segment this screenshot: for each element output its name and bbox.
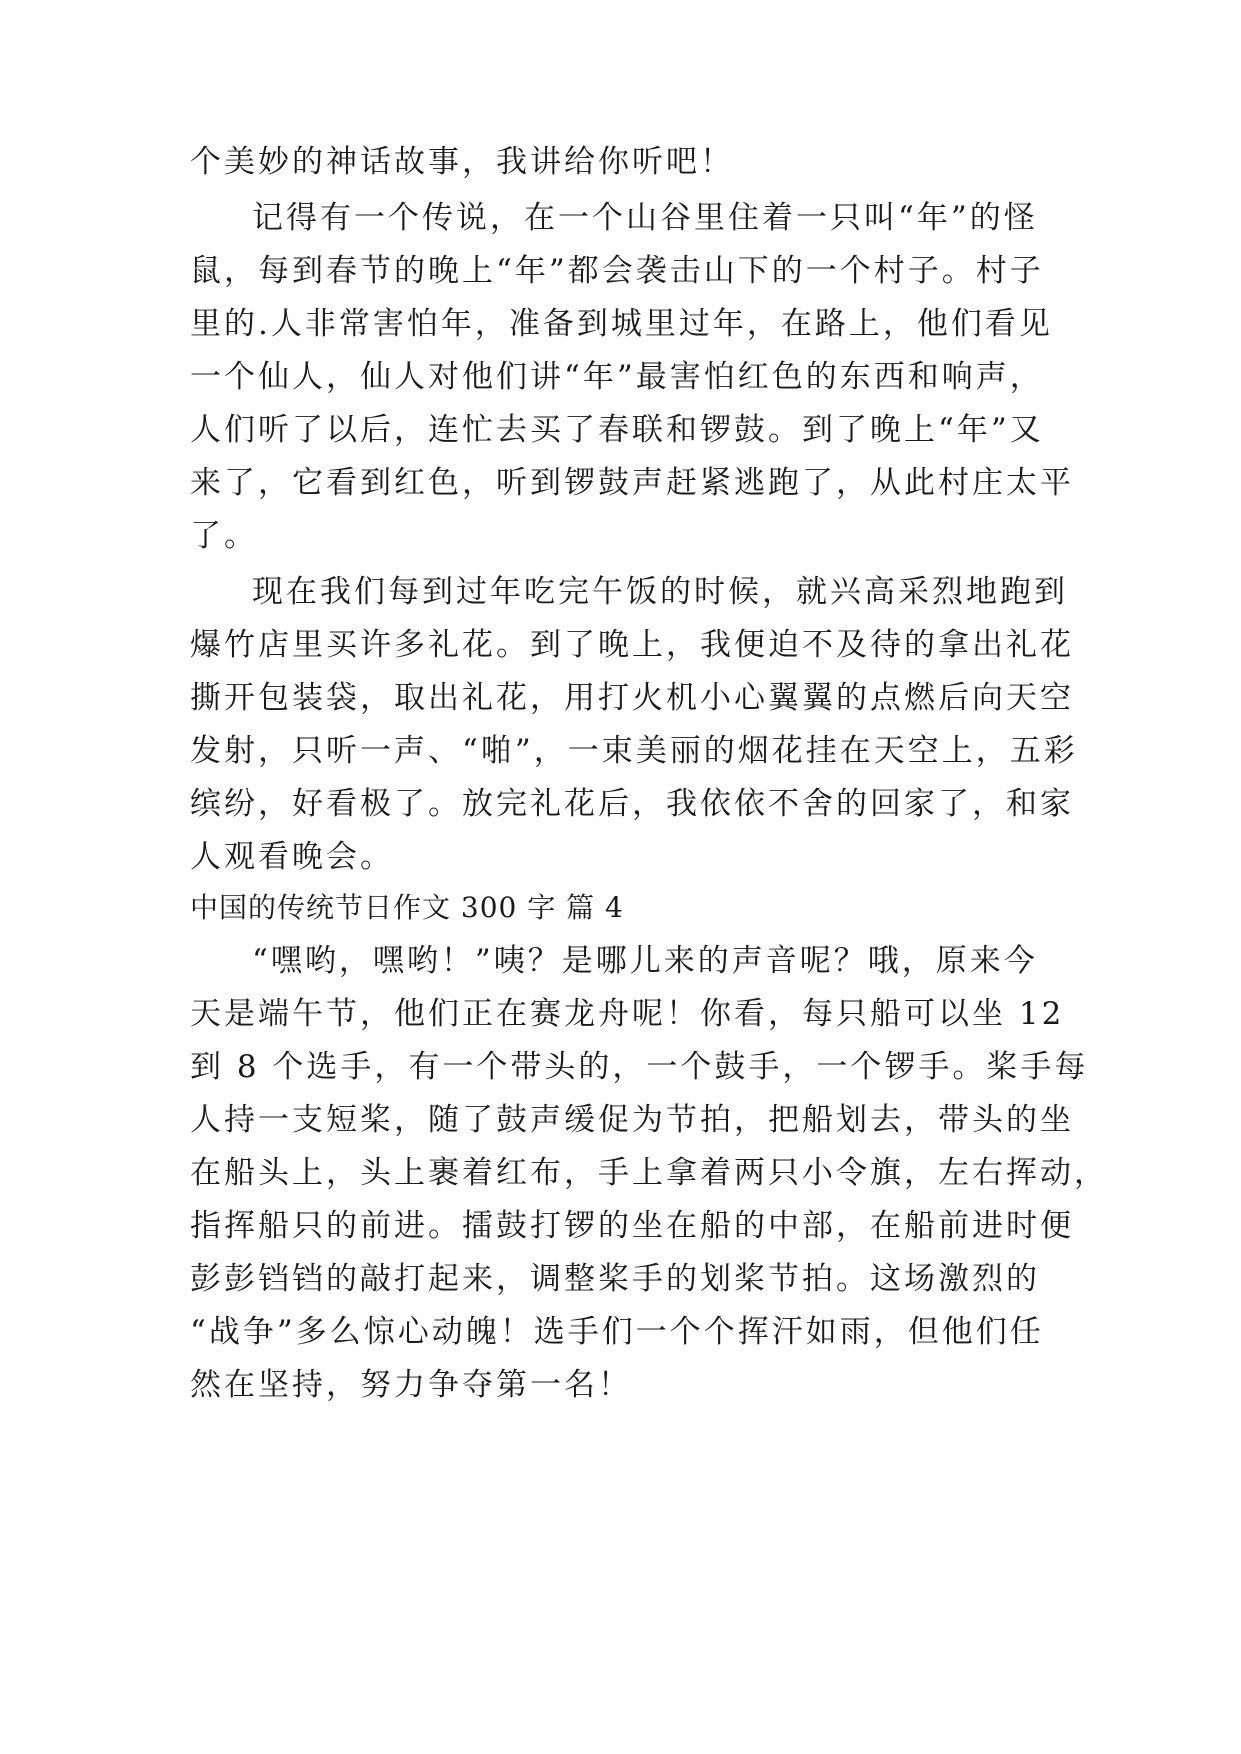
paragraph-line: 彭彭铛铛的敲打起来，调整桨手的划桨节拍。这场激烈的 (190, 1261, 1040, 1297)
paragraph-line: 在船头上，头上裹着红布，手上拿着两只小令旗，左右挥动， (190, 1155, 1108, 1191)
paragraph-line: 到 8 个选手，有一个带头的，一个鼓手，一个锣手。桨手每 (190, 1049, 1089, 1085)
paragraph-line: 然在坚持，努力争夺第一名！ (190, 1367, 632, 1403)
paragraph-line: 人观看晚会。 (190, 839, 394, 875)
paragraph-line: 个美妙的神话故事，我讲给你听吧！ (190, 144, 734, 180)
paragraph-line: 人持一支短桨，随了鼓声缓促为节拍，把船划去，带头的坐 (190, 1102, 1074, 1138)
section-heading: 中国的传统节日作文 300 字 篇 4 (190, 891, 624, 924)
paragraph-line: 记得有一个传说，在一个山谷里住着一只叫“年”的怪 (252, 200, 1038, 236)
paragraph-line: “战争”多么惊心动魄！选手们一个个挥汗如雨，但他们任 (190, 1314, 1044, 1350)
paragraph-line: 现在我们每到过年吃完午饭的时候，就兴高采烈地跑到 (252, 574, 1068, 610)
paragraph-line: 爆竹店里买许多礼花。到了晚上，我便迫不及待的拿出礼花 (190, 627, 1074, 663)
paragraph-line: 人们听了以后，连忙去买了春联和锣鼓。到了晚上“年”又 (190, 412, 1044, 448)
paragraph-line: 指挥船只的前进。擂鼓打锣的坐在船的中部，在船前进时便 (190, 1208, 1074, 1244)
paragraph-line: 发射，只听一声、“啪”，一束美丽的烟花挂在天空上，五彩 (190, 733, 1078, 769)
paragraph-line: 缤纷，好看极了。放完礼花后，我依依不舍的回家了，和家 (190, 786, 1074, 822)
paragraph-line: “嘿哟，嘿哟！”咦？是哪儿来的声音呢？哦，原来今 (252, 943, 1038, 979)
paragraph-line: 了。 (190, 518, 258, 554)
paragraph-line: 撕开包装袋，取出礼花，用打火机小心翼翼的点燃后向天空 (190, 680, 1074, 716)
paragraph-line: 鼠，每到春节的晚上“年”都会袭击山下的一个村子。村子 (190, 253, 1044, 289)
paragraph-line: 一个仙人，仙人对他们讲“年”最害怕红色的东西和响声， (190, 359, 1044, 395)
paragraph-line: 里的.人非常害怕年，准备到城里过年，在路上，他们看见 (190, 306, 1053, 342)
paragraph-line: 天是端午节，他们正在赛龙舟呢！你看，每只船可以坐 12 (190, 996, 1065, 1032)
paragraph-line: 来了，它看到红色，听到锣鼓声赶紧逃跑了，从此村庄太平 (190, 465, 1074, 501)
